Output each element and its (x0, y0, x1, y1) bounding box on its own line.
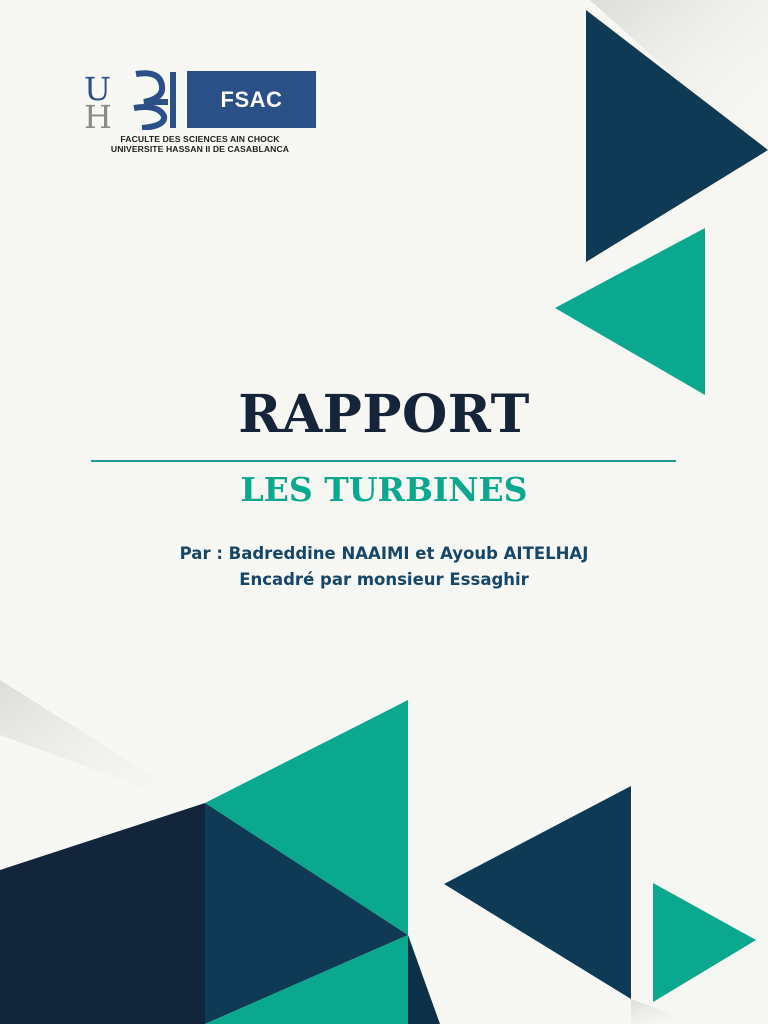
triangle-bottom-shadow-2 (408, 935, 440, 1024)
fsac-badge: FSAC (187, 71, 316, 128)
credits (0, 541, 768, 593)
authors-line: Par : Badreddine NAAIMI et Ayoub AITELHAJ (179, 544, 589, 563)
page-title: RAPPORT (238, 384, 530, 445)
faculty-name: FACULTE DES SCIENCES AIN CHOCK (120, 134, 280, 144)
triangle-bottom-right-teal (653, 883, 756, 1002)
supervisor-line: Encadré par monsieur Essaghir (239, 570, 529, 589)
triangle-bottom-dark-navy (0, 803, 205, 1024)
uh2-emblem-icon (84, 68, 180, 130)
svg-text:H: H (84, 98, 112, 130)
triangle-right-teal (555, 228, 705, 395)
title-divider (91, 460, 676, 462)
triangle-bottom-left-shadow (0, 680, 210, 812)
page-subtitle: LES TURBINES (240, 470, 528, 509)
university-logo (84, 68, 316, 154)
triangle-bottom-right-navy (444, 786, 631, 999)
triangle-bottom-right-shadow (631, 999, 700, 1024)
university-name: UNIVERSITE HASSAN II DE CASABLANCA (110, 144, 290, 154)
svg-text:U: U (84, 70, 111, 108)
